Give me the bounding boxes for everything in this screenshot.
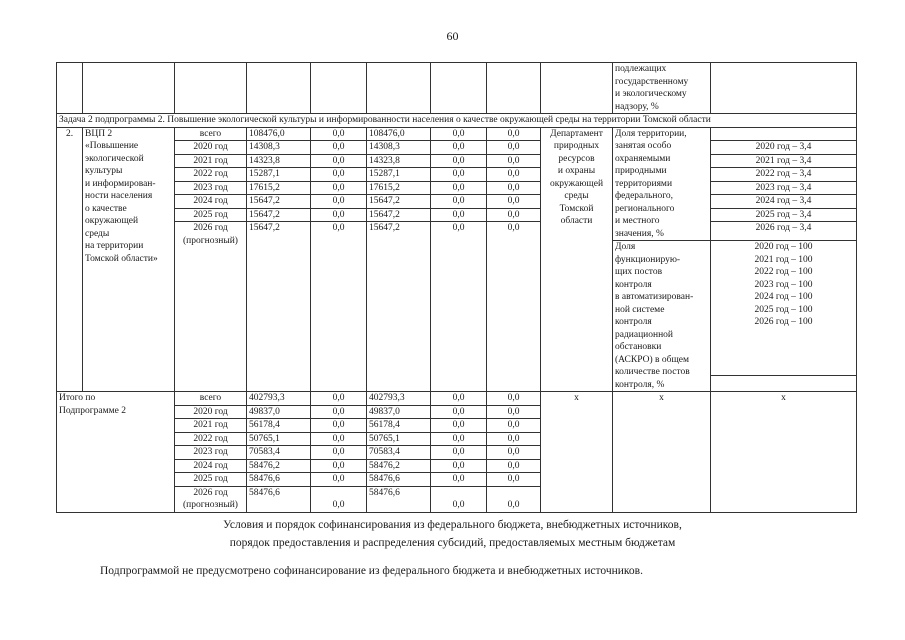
total-cell: 56178,4 — [247, 419, 311, 433]
federal-cell: 0,0 — [311, 446, 367, 460]
total-cell: 50765,1 — [247, 432, 311, 446]
extra-cell: 0,0 — [487, 195, 541, 209]
indicator-1-value: 2020 год – 3,4 — [711, 141, 857, 155]
local-cell: 0,0 — [431, 195, 487, 209]
federal-cell: 0,0 — [311, 181, 367, 195]
executor-line: Томской — [559, 203, 594, 214]
year-cell: 2023 год — [175, 181, 247, 195]
year-cell: 2020 год — [175, 405, 247, 419]
program-name-line: «Повышение — [85, 141, 139, 151]
indicator-line: контроля, % — [615, 379, 665, 390]
indicator-1-value: 2022 год – 3,4 — [711, 168, 857, 182]
regional-cell: 15647,2 — [367, 195, 431, 209]
regional-cell: 402793,3 — [367, 392, 431, 406]
total-cell: 70583,4 — [247, 446, 311, 460]
indicator-2-value: 2025 год – 100 — [754, 304, 813, 315]
extra-cell: 0,0 — [487, 181, 541, 195]
extra-cell: 0,0 — [487, 405, 541, 419]
year-cell: 2022 год — [175, 168, 247, 182]
total-cell: 58476,6 — [247, 473, 311, 487]
indicator-line: ной системе — [615, 304, 665, 315]
extra-cell: 0,0 — [487, 168, 541, 182]
program-number: 2. — [57, 127, 83, 392]
year-cell: 2026 год (прогнозный) — [175, 486, 247, 512]
local-cell: 0,0 — [431, 208, 487, 222]
indicator-2-value: 2020 год – 100 — [754, 242, 813, 252]
federal-cell: 0,0 — [311, 392, 367, 406]
indicator-1-value: 2024 год – 3,4 — [711, 195, 857, 209]
federal-cell: 0,0 — [311, 459, 367, 473]
continuation-row — [57, 63, 857, 114]
extra-cell: 0,0 — [487, 141, 541, 155]
regional-cell: 14308,3 — [367, 141, 431, 155]
local-cell: 0,0 — [431, 486, 487, 512]
local-cell: 0,0 — [431, 127, 487, 141]
executor-line: Департамент — [550, 128, 603, 139]
indicator-line: щих постов — [615, 267, 663, 277]
indicator-line: и местного — [615, 216, 660, 226]
table-row — [57, 208, 857, 222]
executor-line: природных — [553, 141, 600, 151]
federal-cell: 0,0 — [311, 405, 367, 419]
indicator-x: х — [613, 392, 711, 513]
total-cell: 58476,6 — [247, 486, 311, 512]
program-name-line: экологической — [85, 153, 144, 164]
total-cell: 15647,2 — [247, 208, 311, 222]
indicator-line: регионального — [615, 203, 675, 214]
local-cell: 0,0 — [431, 405, 487, 419]
executor-line: ресурсов — [558, 153, 595, 164]
indicator-2-values — [711, 241, 857, 376]
indicator-line: в автоматизирован- — [615, 292, 694, 302]
program-name-line: культуры — [85, 166, 123, 176]
indicator-2 — [613, 241, 711, 392]
local-cell: 0,0 — [431, 432, 487, 446]
year-cell: 2021 год — [175, 154, 247, 168]
total-cell: 15287,1 — [247, 168, 311, 182]
extra-cell: 0,0 — [487, 446, 541, 460]
task-header: Задача 2 подпрограммы 2. Повышение экологической культуры и информированности населения о качестве окружающей среды на территории Томской области — [57, 114, 857, 128]
section-heading: Условия и порядок софинансирования из федерального бюджета, внебюджетных источников, порядок предоставления и распределения субсидий, предоставляемых местным бюджетам — [223, 519, 682, 549]
regional-cell: 15287,1 — [367, 168, 431, 182]
federal-cell: 0,0 — [311, 208, 367, 222]
regional-cell: 56178,4 — [367, 419, 431, 433]
table-row — [57, 222, 857, 241]
program-name-line: среды — [85, 228, 110, 239]
local-cell: 0,0 — [431, 141, 487, 155]
indicator-line: территориями — [615, 178, 673, 189]
extra-cell: 0,0 — [487, 127, 541, 141]
regional-cell: 49837,0 — [367, 405, 431, 419]
value-x: х — [711, 392, 857, 513]
page-number: 60 — [446, 29, 459, 43]
table-row — [57, 154, 857, 168]
federal-cell: 0,0 — [311, 222, 367, 392]
regional-cell: 58476,6 — [367, 473, 431, 487]
year-cell: 2024 год — [175, 459, 247, 473]
federal-cell: 0,0 — [311, 168, 367, 182]
indicator-2-value: 2022 год – 100 — [754, 267, 813, 277]
continued-indicator: подлежащих государственному и экологическому надзору, % — [613, 63, 711, 114]
indicator-line: Доля территории, — [615, 128, 687, 139]
local-cell: 0,0 — [431, 392, 487, 406]
regional-cell: 14323,8 — [367, 154, 431, 168]
total-cell: 49837,0 — [247, 405, 311, 419]
local-cell: 0,0 — [431, 168, 487, 182]
executor-line: области — [560, 216, 593, 226]
program-name-line: о качестве — [85, 203, 127, 214]
extra-cell: 0,0 — [487, 154, 541, 168]
extra-cell: 0,0 — [487, 473, 541, 487]
indicator-line: природными — [615, 166, 667, 176]
local-cell: 0,0 — [431, 459, 487, 473]
section-paragraph: Подпрограммой не предусмотрено софинансирование из федерального бюджета и внебюджетных источников. — [100, 565, 643, 577]
indicator-2-value: 2026 год – 100 — [754, 317, 813, 327]
table-row — [57, 168, 857, 182]
program-name — [83, 127, 175, 392]
indicator-line: охраняемыми — [615, 153, 671, 164]
executor — [541, 127, 613, 392]
total-cell: 15647,2 — [247, 222, 311, 392]
federal-cell: 0,0 — [311, 473, 367, 487]
year-cell: 2026 год (прогнозный) — [175, 222, 247, 392]
total-cell: 14323,8 — [247, 154, 311, 168]
program-name-line: окружающей — [85, 216, 139, 226]
indicator-2-value: 2021 год – 100 — [754, 254, 813, 265]
indicator-line: функционирую- — [615, 254, 681, 265]
local-cell: 0,0 — [431, 446, 487, 460]
local-cell: 0,0 — [431, 419, 487, 433]
extra-cell: 0,0 — [487, 432, 541, 446]
year-cell: 2022 год — [175, 432, 247, 446]
total-cell: 108476,0 — [247, 127, 311, 141]
summary-label-line: Подпрограмме 2 — [59, 405, 126, 416]
federal-cell: 0,0 — [311, 432, 367, 446]
indicator-line: значения, % — [615, 228, 664, 239]
indicator-1 — [613, 127, 711, 241]
year-cell: всего — [175, 127, 247, 141]
program-name-line: ности населения — [85, 191, 153, 201]
year-cell: 2020 год — [175, 141, 247, 155]
regional-cell: 70583,4 — [367, 446, 431, 460]
executor-line: и охраны — [557, 166, 596, 176]
regional-cell: 58476,6 — [367, 486, 431, 512]
program-name-line: Томской области» — [85, 253, 158, 264]
extra-cell: 0,0 — [487, 419, 541, 433]
extra-cell: 0,0 — [487, 459, 541, 473]
table-row — [57, 141, 857, 155]
indicator-line: радиационной — [615, 329, 674, 340]
local-cell: 0,0 — [431, 222, 487, 392]
year-cell: 2021 год — [175, 419, 247, 433]
federal-cell: 0,0 — [311, 154, 367, 168]
program-name-line: на территории — [85, 241, 144, 251]
indicator-line: Доля — [615, 242, 636, 252]
indicator-line: контроля — [615, 317, 652, 327]
regional-cell: 58476,2 — [367, 459, 431, 473]
year-cell: всего — [175, 392, 247, 406]
federal-cell: 0,0 — [311, 127, 367, 141]
indicator-1-value: 2025 год – 3,4 — [711, 208, 857, 222]
year-cell: 2025 год — [175, 208, 247, 222]
indicator-line: контроля — [615, 279, 652, 290]
indicator-2-value: 2024 год – 100 — [754, 292, 813, 302]
budget-table — [56, 62, 857, 513]
task-header-row — [57, 114, 857, 128]
total-cell: 58476,2 — [247, 459, 311, 473]
indicator-line: (АСКРО) в общем — [615, 354, 690, 365]
total-cell: 17615,2 — [247, 181, 311, 195]
federal-cell: 0,0 — [311, 486, 367, 512]
indicator-1-value: 2023 год – 3,4 — [711, 181, 857, 195]
executor-x: х — [541, 392, 613, 513]
indicator-line: количестве постов — [615, 367, 690, 377]
regional-cell: 108476,0 — [367, 127, 431, 141]
summary-label-line: Итого по — [59, 393, 96, 403]
indicator-line: занятая особо — [615, 141, 672, 151]
table-row — [57, 392, 857, 406]
summary-label — [57, 392, 175, 513]
regional-cell: 15647,2 — [367, 208, 431, 222]
total-cell: 15647,2 — [247, 195, 311, 209]
local-cell: 0,0 — [431, 473, 487, 487]
table-row — [57, 127, 857, 141]
indicator-line: обстановки — [615, 342, 662, 352]
year-cell: 2025 год — [175, 473, 247, 487]
local-cell: 0,0 — [431, 154, 487, 168]
indicator-1-value — [711, 127, 857, 141]
year-cell: 2023 год — [175, 446, 247, 460]
indicator-1-value: 2026 год – 3,4 — [711, 222, 857, 241]
federal-cell: 0,0 — [311, 195, 367, 209]
extra-cell: 0,0 — [487, 486, 541, 512]
indicator-1-value: 2021 год – 3,4 — [711, 154, 857, 168]
extra-cell: 0,0 — [487, 392, 541, 406]
indicator-line: федерального, — [615, 191, 674, 201]
regional-cell: 17615,2 — [367, 181, 431, 195]
regional-cell: 50765,1 — [367, 432, 431, 446]
table-row — [57, 181, 857, 195]
federal-cell: 0,0 — [311, 419, 367, 433]
year-cell: 2024 год — [175, 195, 247, 209]
program-name-line: ВЦП 2 — [85, 128, 113, 139]
program-name-line: и информирован- — [85, 178, 156, 189]
total-cell: 402793,3 — [247, 392, 311, 406]
regional-cell: 15647,2 — [367, 222, 431, 392]
table-row — [57, 195, 857, 209]
extra-cell: 0,0 — [487, 222, 541, 392]
local-cell: 0,0 — [431, 181, 487, 195]
executor-line: окружающей — [549, 178, 604, 189]
total-cell: 14308,3 — [247, 141, 311, 155]
indicator-2-value: 2023 год – 100 — [754, 279, 813, 290]
executor-line: среды — [564, 191, 589, 201]
extra-cell: 0,0 — [487, 208, 541, 222]
federal-cell: 0,0 — [311, 141, 367, 155]
